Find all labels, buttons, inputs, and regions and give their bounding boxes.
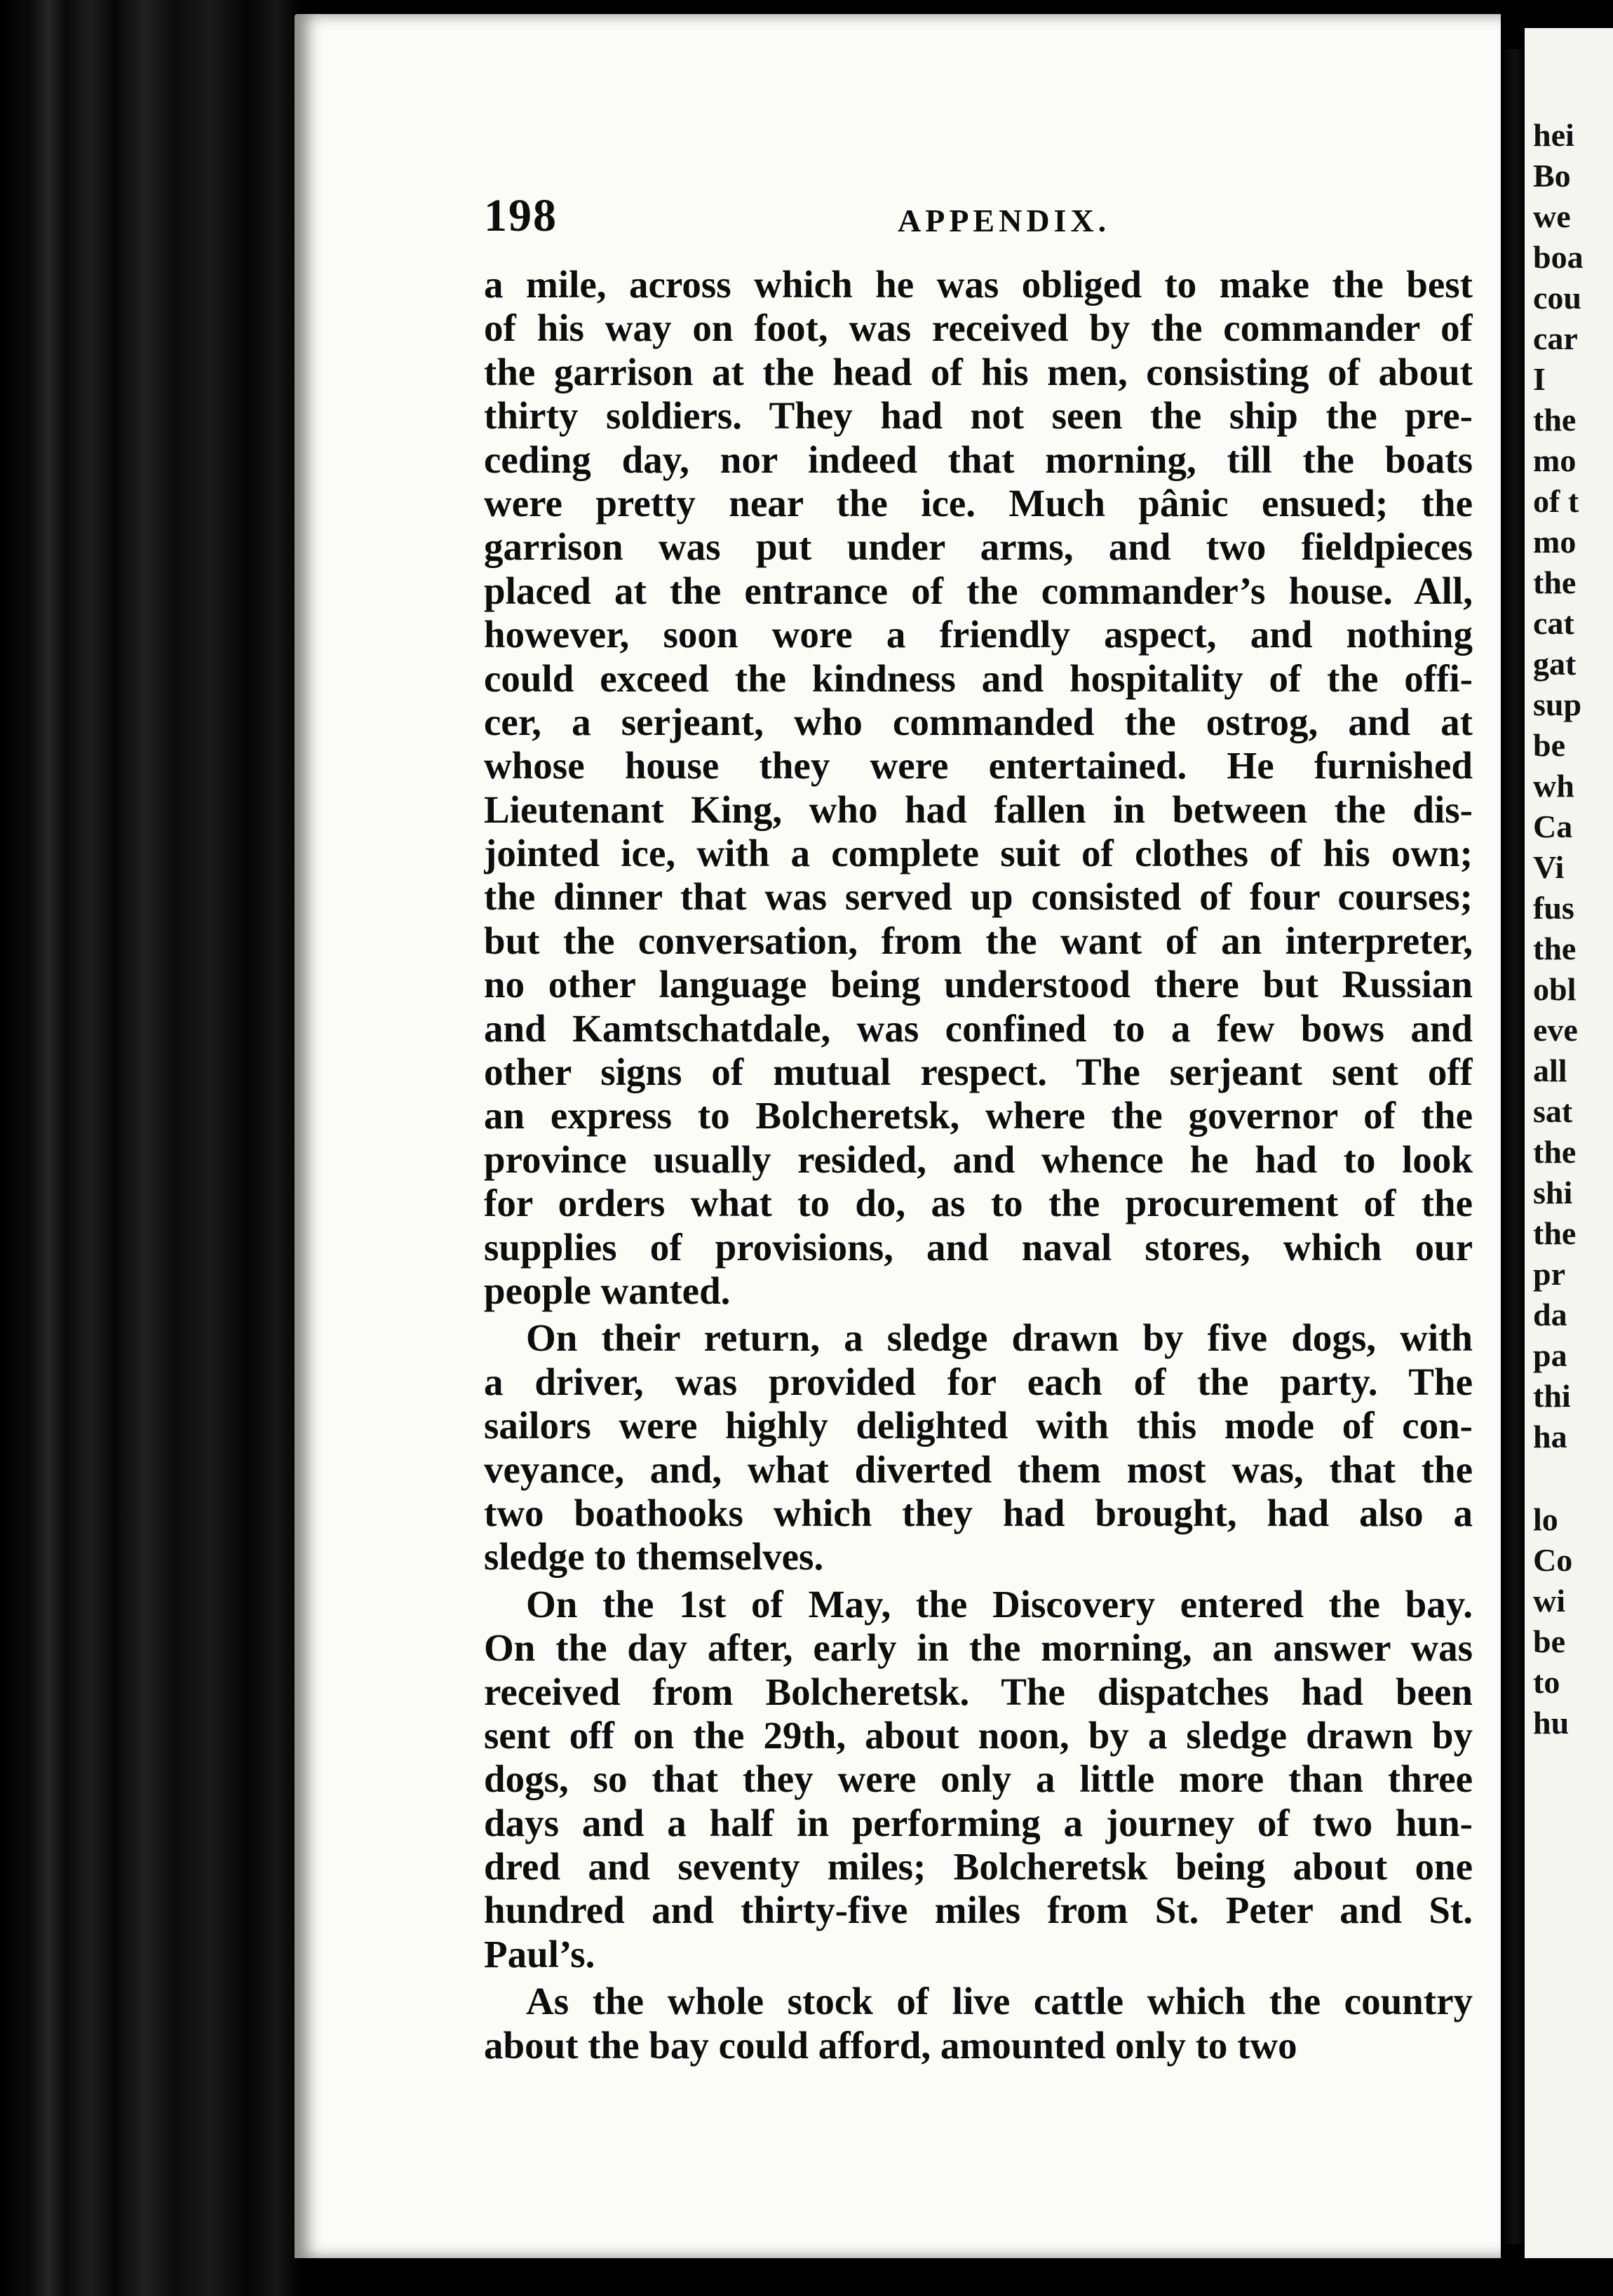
text-line: As the whole stock of live cattle which the country bbox=[526, 1980, 1473, 2023]
facing-page-fragment: obl bbox=[1533, 971, 1577, 1007]
facing-page-fragment: mo bbox=[1533, 443, 1577, 478]
text-line: cer, a serjeant, who commanded the ostrog, and at bbox=[484, 700, 1473, 743]
text-line: a mile, across which he was obliged to make the best bbox=[484, 263, 1473, 306]
facing-page-fragment: Vi bbox=[1533, 849, 1565, 885]
facing-page-fragment: hu bbox=[1533, 1705, 1570, 1741]
facing-page-fragment: I bbox=[1533, 361, 1546, 397]
facing-page-fragment: Co bbox=[1533, 1542, 1573, 1578]
text-line: supplies of provisions, and naval stores, which our bbox=[484, 1225, 1473, 1269]
text-line: of his way on foot, was received by the commander of bbox=[484, 306, 1473, 350]
text-line: the garrison at the head of his men, consisting of about bbox=[484, 350, 1473, 393]
text-line: other signs of mutual respect. The serjeant sent off bbox=[484, 1051, 1473, 1094]
text-line: sent off on the 29th, about noon, by a sledge drawn by bbox=[484, 1713, 1473, 1757]
facing-page-fragment: ha bbox=[1533, 1419, 1567, 1454]
facing-page-fragment: wh bbox=[1533, 768, 1574, 804]
facing-page-fragment: cou bbox=[1533, 280, 1581, 316]
text-line: ceding day, nor indeed that morning, till the boats bbox=[484, 438, 1473, 481]
facing-page-fragment: Bo bbox=[1533, 158, 1571, 194]
facing-page-fragment: the bbox=[1533, 1134, 1577, 1170]
facing-page-fragment: mo bbox=[1533, 524, 1577, 560]
text-line: Paul’s. bbox=[484, 1932, 595, 1976]
text-line: hundred and thirty-five miles from St. Peter and St. bbox=[484, 1889, 1473, 1932]
facing-page-fragment: gat bbox=[1533, 646, 1577, 682]
facing-page-fragment: sup bbox=[1533, 687, 1582, 722]
facing-page-fragment: eve bbox=[1533, 1012, 1578, 1048]
text-line: received from Bolcheretsk. The dispatches had been bbox=[484, 1670, 1473, 1713]
text-line: an express to Bolcheretsk, where the governor of the bbox=[484, 1094, 1473, 1137]
facing-page-fragment: the bbox=[1533, 565, 1577, 600]
page-number: 198 bbox=[484, 190, 558, 241]
text-line: could exceed the kindness and hospitality of the offi- bbox=[484, 656, 1473, 700]
text-line: dogs, so that they were only a little more than three bbox=[484, 1757, 1473, 1801]
facing-page-fragment: to bbox=[1533, 1664, 1560, 1700]
facing-page-fragment: be bbox=[1533, 1623, 1565, 1659]
facing-page-fragment: Ca bbox=[1533, 809, 1573, 844]
facing-page-fragment: sat bbox=[1533, 1093, 1573, 1129]
text-line: were pretty near the ice. Much pânic ensued; the bbox=[484, 481, 1473, 525]
page-gutter bbox=[1501, 49, 1525, 2244]
text-line: but the conversation, from the want of an interpreter, bbox=[484, 919, 1473, 962]
facing-page-fragment: boa bbox=[1533, 239, 1584, 275]
facing-page-fragment: shi bbox=[1533, 1175, 1573, 1210]
facing-page-fragment: fus bbox=[1533, 890, 1574, 926]
text-line: two boathooks which they had brought, had also a bbox=[484, 1491, 1473, 1534]
text-line: a driver, was provided for each of the party. The bbox=[484, 1360, 1473, 1403]
text-line: garrison was put under arms, and two fieldpieces bbox=[484, 525, 1473, 569]
facing-page-fragment: of t bbox=[1533, 483, 1579, 519]
facing-page-fragment: we bbox=[1533, 198, 1571, 234]
text-line: days and a half in performing a journey of two hun- bbox=[484, 1801, 1473, 1844]
text-line: jointed ice, with a complete suit of clothes of his own; bbox=[484, 832, 1473, 875]
facing-page-fragment: da bbox=[1533, 1297, 1567, 1332]
text-line: On the 1st of May, the Discovery entered the bay. bbox=[526, 1582, 1473, 1626]
text-line: people wanted. bbox=[484, 1269, 731, 1312]
facing-page-fragment: thi bbox=[1533, 1378, 1571, 1414]
text-line: no other language being understood there but Russian bbox=[484, 963, 1473, 1006]
facing-page-fragment: all bbox=[1533, 1053, 1567, 1088]
text-line: veyance, and, what diverted them most was, that the bbox=[484, 1447, 1473, 1491]
text-line: for orders what to do, as to the procurement of the bbox=[484, 1182, 1473, 1225]
facing-page-edge bbox=[1525, 28, 1613, 2258]
text-line: placed at the entrance of the commander’s house. All, bbox=[484, 569, 1473, 612]
text-line: about the bay could afford, amounted only to two bbox=[484, 2023, 1297, 2067]
facing-page-fragment: pr bbox=[1533, 1256, 1565, 1292]
text-line: whose house they were entertained. He furnished bbox=[484, 744, 1473, 788]
text-line: dred and seventy miles; Bolcheretsk being about one bbox=[484, 1845, 1473, 1889]
book-spine bbox=[0, 0, 302, 2296]
text-line: the dinner that was served up consisted of four courses; bbox=[484, 875, 1473, 919]
text-line: On the day after, early in the morning, an answer was bbox=[484, 1626, 1473, 1670]
facing-page-fragment: lo bbox=[1533, 1501, 1558, 1537]
facing-page-fragment: cat bbox=[1533, 605, 1574, 641]
running-head: APPENDIX. bbox=[898, 203, 1111, 238]
facing-page-fragment: wi bbox=[1533, 1583, 1565, 1619]
text-line: province usually resided, and whence he had to look bbox=[484, 1137, 1473, 1181]
text-line: Lieutenant King, who had fallen in between the dis- bbox=[484, 788, 1473, 831]
facing-page-fragment: car bbox=[1533, 320, 1578, 356]
text-line: On their return, a sledge drawn by five dogs, with bbox=[526, 1316, 1473, 1360]
facing-page-fragment: be bbox=[1533, 727, 1565, 763]
text-line: thirty soldiers. They had not seen the ship the pre- bbox=[484, 394, 1473, 438]
facing-page-fragment: the bbox=[1533, 1215, 1577, 1251]
text-line: however, soon wore a friendly aspect, and nothing bbox=[484, 613, 1473, 656]
facing-page-fragment: the bbox=[1533, 931, 1577, 966]
text-line: sailors were highly delighted with this mode of con- bbox=[484, 1404, 1473, 1447]
facing-page-fragment: pa bbox=[1533, 1337, 1567, 1373]
body-text bbox=[484, 263, 1473, 2067]
facing-page-fragment: hei bbox=[1533, 117, 1574, 153]
text-line: sledge to themselves. bbox=[484, 1535, 824, 1579]
facing-page-fragment: the bbox=[1533, 402, 1577, 438]
text-line: and Kamtschatdale, was confined to a few bows and bbox=[484, 1006, 1473, 1050]
